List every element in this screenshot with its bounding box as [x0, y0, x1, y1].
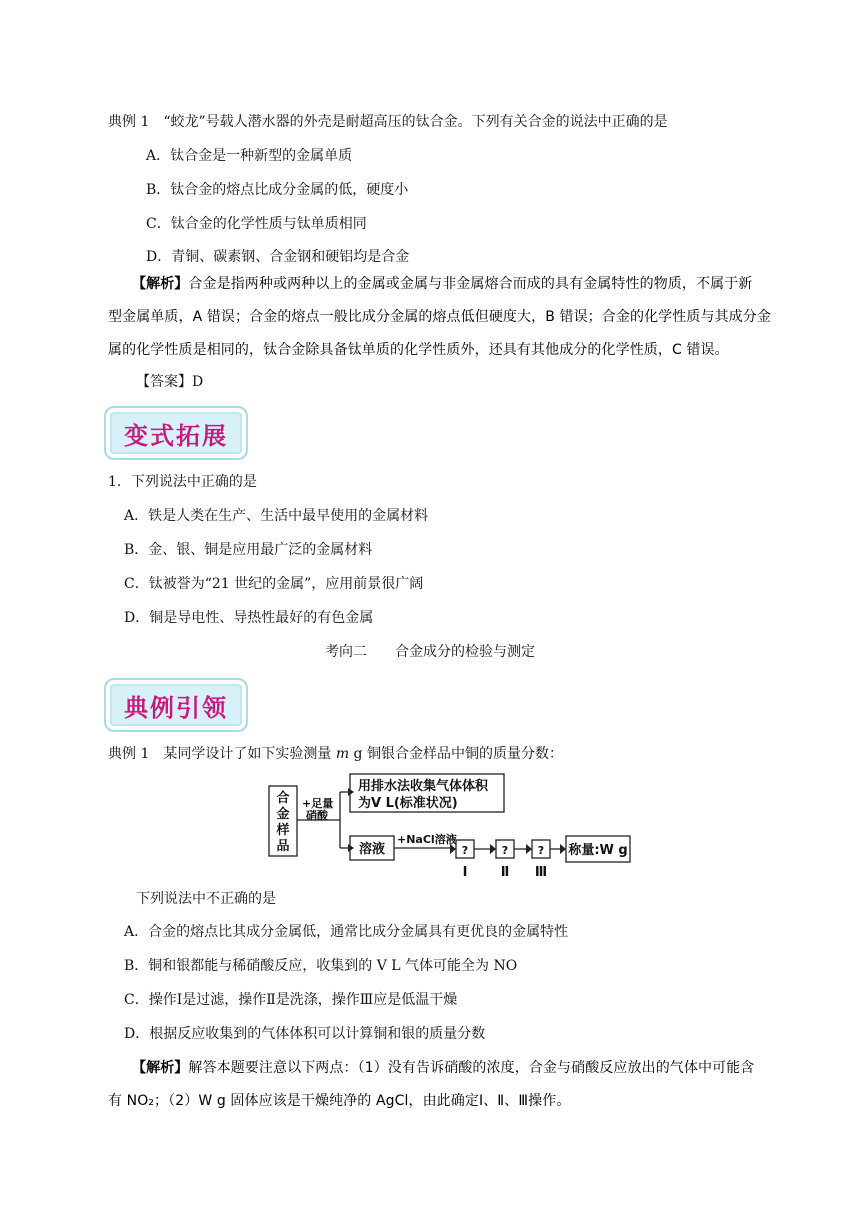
example1-option-a: A．钛合金是一种新型的金属单质 — [146, 148, 353, 164]
step1-unknown: ? — [461, 844, 469, 857]
reagent1-line2: 硝酸 — [306, 809, 328, 822]
example-banner-label: 典例引领 — [124, 693, 228, 722]
analysis-line-3: 属的化学性质是相同的，钛合金除具备钛单质的化学性质外，还具有其他成分的化学性质，C 错误。 — [108, 342, 729, 358]
example1-option-c: C．钛合金的化学性质与钛单质相同 — [146, 216, 367, 232]
variant-question: 1．下列说法中正确的是 — [108, 474, 257, 490]
example1-option-b: B．钛合金的熔点比成分金属的低，硬度小 — [146, 182, 409, 198]
example-banner — [104, 678, 248, 732]
analysis-line-1: 解答本题要注意以下两点：（1）没有告诉硝酸的浓度，合金与硝酸反应放出的气体中可能含 — [188, 1060, 755, 1076]
solution-label: 溶液 — [358, 842, 386, 857]
example2-option-c: C．操作Ⅰ是过滤，操作Ⅱ是洗涤，操作Ⅲ应是低温干燥 — [124, 992, 458, 1008]
analysis-tag: 【解析】 — [132, 276, 189, 292]
example2-analysis — [108, 1052, 808, 1118]
sample-char: 品 — [276, 839, 290, 854]
example2-option-d: D．根据反应收集到的气体体积可以计算铜和银的质量分数 — [124, 1026, 486, 1042]
example1-question: 典例 1 “蛟龙”号载人潜水器的外壳是耐超高压的钛合金。下列有关合金的说法中正确的是 — [108, 114, 668, 130]
experiment-flow-diagram — [266, 770, 636, 882]
example1-option-d: D．青铜、碳素钢、合金钢和硬铝均是合金 — [146, 249, 410, 265]
section-title: 考向二 合金成分的检验与测定 — [325, 644, 535, 660]
variant-option-d: D．铜是导电性、导热性最好的有色金属 — [124, 610, 374, 626]
step3-label: Ⅲ — [534, 865, 548, 880]
sample-char: 合 — [276, 791, 290, 806]
arrow-icon — [490, 844, 496, 854]
reagent2-label: +NaCl溶液 — [397, 833, 457, 846]
arrow-icon — [348, 844, 354, 852]
variant-banner — [104, 406, 248, 460]
analysis-line-1: 合金是指两种或两种以上的金属或金属与非金属熔合而成的具有金属特性的物质，不属于新 — [188, 276, 753, 292]
arrow-icon — [348, 788, 354, 796]
reagent1-line1: +足量 — [302, 797, 334, 810]
example1-answer: 【答案】D — [136, 374, 204, 390]
analysis-tag: 【解析】 — [132, 1060, 189, 1076]
gas-box-line1: 用排水法收集气体体积 — [358, 779, 489, 794]
step1-label: Ⅰ — [462, 865, 468, 880]
arrow-icon — [560, 844, 566, 854]
variant-option-c: C．钛被誉为“21 世纪的金属”，应用前景很广阔 — [124, 576, 424, 592]
example2-option-b: B．铜和银都能与稀硝酸反应，收集到的 V L 气体可能全为 NO — [124, 958, 518, 974]
weigh-label: 称量:W g — [568, 843, 628, 858]
analysis-line-2: 型金属单质，A 错误；合金的熔点一般比成分金属的熔点低但硬度大，B 错误；合金的化学性质与其成分金 — [108, 309, 771, 325]
example2-prompt: 下列说法中不正确的是 — [136, 891, 276, 907]
arrow-icon — [526, 844, 532, 854]
variant-option-b: B．金、银、铜是应用最广泛的金属材料 — [124, 542, 373, 558]
example2-option-a: A．合金的熔点比其成分金属低，通常比成分金属具有更优良的金属特性 — [124, 924, 569, 940]
step2-label: Ⅱ — [500, 865, 510, 880]
variant-option-a: A．铁是人类在生产、生活中最早使用的金属材料 — [124, 508, 429, 524]
example1-analysis — [108, 268, 808, 367]
example2-question: 典例 1 某同学设计了如下实验测量 m g 铜银合金样品中铜的质量分数： — [108, 746, 563, 762]
sample-char: 金 — [276, 807, 290, 822]
step2-unknown: ? — [501, 844, 509, 857]
sample-char: 样 — [276, 823, 290, 838]
analysis-line-2: 有 NO₂；（2）W g 固体应该是干燥纯净的 AgCl，由此确定Ⅰ、Ⅱ、Ⅲ操作。 — [108, 1093, 571, 1109]
step3-unknown: ? — [537, 844, 545, 857]
gas-box-line2: 为V L(标准状况) — [358, 796, 458, 811]
variant-banner-label: 变式拓展 — [124, 421, 228, 450]
